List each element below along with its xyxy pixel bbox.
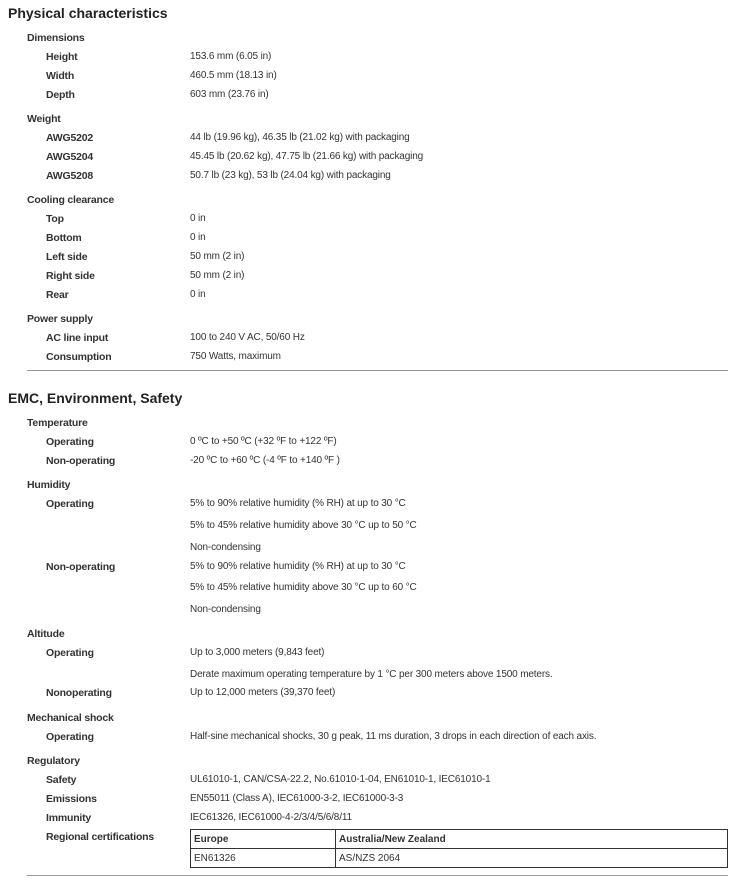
label-top: Top: [46, 213, 64, 225]
group-mechanical-shock: Mechanical shock: [27, 712, 114, 724]
label-width: Width: [46, 70, 75, 82]
label-consumption: Consumption: [46, 351, 112, 363]
table-header-europe: Europe: [191, 830, 336, 849]
group-altitude: Altitude: [27, 628, 65, 640]
label-left-side: Left side: [46, 251, 88, 263]
value-humidity-operating-2: 5% to 45% relative humidity above 30 °C up to 50 °C: [190, 520, 417, 531]
value-top: 0 in: [190, 213, 206, 224]
table-cell-europe: EN61326: [191, 849, 336, 868]
value-safety: UL61010-1, CAN/CSA-22.2, No.61010-1-04, EN61010-1, IEC61010-1: [190, 774, 491, 785]
value-humidity-non-operating-2: 5% to 45% relative humidity above 30 °C up to 60 °C: [190, 582, 417, 593]
regional-certifications-table: [190, 829, 728, 868]
group-temperature: Temperature: [27, 417, 88, 429]
value-shock-operating: Half-sine mechanical shocks, 30 g peak, 11 ms duration, 3 drops in each direction of each axis.: [190, 731, 597, 742]
label-awg5204: AWG5204: [46, 151, 94, 163]
value-altitude-nonoperating: Up to 12,000 meters (39,370 feet): [190, 687, 336, 698]
group-power-supply: Power supply: [27, 313, 93, 325]
table-row: [191, 849, 728, 868]
section-title-emc: EMC, Environment, Safety: [8, 390, 183, 406]
value-awg5208: 50.7 lb (23 kg), 53 lb (24.04 kg) with packaging: [190, 170, 391, 181]
table-header-row: [191, 830, 728, 849]
label-humidity-non-operating: Non-operating: [46, 561, 116, 573]
value-temp-non-operating: -20 ºC to +60 ºC (-4 ºF to +140 ºF ): [190, 455, 340, 466]
value-height: 153.6 mm (6.05 in): [190, 51, 272, 62]
value-rear: 0 in: [190, 289, 206, 300]
label-humidity-operating: Operating: [46, 498, 94, 510]
bottom-divider: [27, 875, 728, 876]
label-awg5202: AWG5202: [46, 132, 94, 144]
label-awg5208: AWG5208: [46, 170, 94, 182]
group-regulatory: Regulatory: [27, 755, 80, 767]
label-depth: Depth: [46, 89, 75, 101]
label-height: Height: [46, 51, 78, 63]
label-emissions: Emissions: [46, 793, 97, 805]
value-humidity-operating-1: 5% to 90% relative humidity (% RH) at up to 30 °C: [190, 498, 406, 509]
label-temp-non-operating: Non-operating: [46, 455, 116, 467]
label-right-side: Right side: [46, 270, 95, 282]
label-altitude-nonoperating: Nonoperating: [46, 687, 112, 699]
value-altitude-operating-1: Up to 3,000 meters (9,843 feet): [190, 647, 325, 658]
label-ac-line-input: AC line input: [46, 332, 109, 344]
label-rear: Rear: [46, 289, 69, 301]
value-temp-operating: 0 ºC to +50 ºC (+32 ºF to +122 ºF): [190, 436, 337, 447]
label-immunity: Immunity: [46, 812, 92, 824]
group-weight: Weight: [27, 113, 61, 125]
label-safety: Safety: [46, 774, 77, 786]
value-consumption: 750 Watts, maximum: [190, 351, 281, 362]
value-width: 460.5 mm (18.13 in): [190, 70, 277, 81]
value-immunity: IEC61326, IEC61000-4-2/3/4/5/6/8/11: [190, 812, 352, 823]
group-humidity: Humidity: [27, 479, 71, 491]
group-dimensions: Dimensions: [27, 32, 85, 44]
label-bottom: Bottom: [46, 232, 82, 244]
value-emissions: EN55011 (Class A), IEC61000-3-2, IEC61000-3-3: [190, 793, 404, 804]
section-title-physical: Physical characteristics: [8, 5, 168, 21]
value-awg5202: 44 lb (19.96 kg), 46.35 lb (21.02 kg) with packaging: [190, 132, 410, 143]
label-regional-certifications: Regional certifications: [46, 831, 155, 843]
value-awg5204: 45.45 lb (20.62 kg), 47.75 lb (21.66 kg) with packaging: [190, 151, 424, 162]
value-humidity-non-operating-3: Non-condensing: [190, 604, 261, 615]
label-altitude-operating: Operating: [46, 647, 94, 659]
value-ac-line-input: 100 to 240 V AC, 50/60 Hz: [190, 332, 305, 343]
table-header-australia-new-zealand: Australia/New Zealand: [336, 830, 728, 849]
table-cell-australia-new-zealand: AS/NZS 2064: [336, 849, 728, 868]
value-humidity-non-operating-1: 5% to 90% relative humidity (% RH) at up to 30 °C: [190, 561, 406, 572]
value-depth: 603 mm (23.76 in): [190, 89, 269, 100]
group-cooling-clearance: Cooling clearance: [27, 194, 115, 206]
value-bottom: 0 in: [190, 232, 206, 243]
section-divider: [27, 370, 728, 371]
label-temp-operating: Operating: [46, 436, 94, 448]
label-shock-operating: Operating: [46, 731, 94, 743]
value-right-side: 50 mm (2 in): [190, 270, 245, 281]
value-humidity-operating-3: Non-condensing: [190, 542, 261, 553]
value-altitude-operating-2: Derate maximum operating temperature by 1 °C per 300 meters above 1500 meters.: [190, 669, 553, 680]
value-left-side: 50 mm (2 in): [190, 251, 245, 262]
